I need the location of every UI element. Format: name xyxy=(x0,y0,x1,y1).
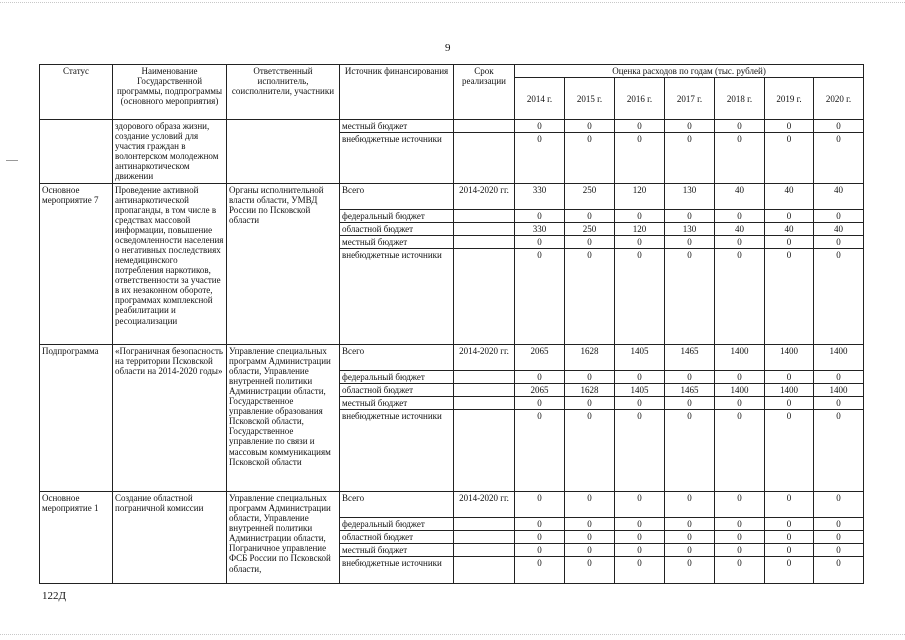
value-cell: 0 xyxy=(515,410,565,492)
value-cell: 120 xyxy=(615,222,665,235)
value-cell: 0 xyxy=(814,235,864,248)
term-cell xyxy=(454,209,515,222)
value-cell: 0 xyxy=(615,235,665,248)
value-cell: 1405 xyxy=(615,344,665,370)
value-cell: 0 xyxy=(565,557,615,584)
value-cell: 0 xyxy=(715,120,765,133)
value-cell: 2065 xyxy=(515,383,565,396)
value-cell: 0 xyxy=(715,235,765,248)
term-cell xyxy=(454,248,515,344)
value-cell: 0 xyxy=(565,492,615,518)
term-cell xyxy=(454,410,515,492)
value-cell: 0 xyxy=(515,557,565,584)
term-cell: 2014-2020 гг. xyxy=(454,492,515,518)
source-cell: Всего xyxy=(340,344,454,370)
header-year: 2014 г. xyxy=(515,78,565,120)
value-cell: 0 xyxy=(615,120,665,133)
budget-table xyxy=(39,64,864,584)
scan-edge-bottom xyxy=(0,634,905,635)
value-cell: 0 xyxy=(715,518,765,531)
source-cell: Всего xyxy=(340,183,454,209)
value-cell: 0 xyxy=(515,209,565,222)
footer-code: 122Д xyxy=(42,590,67,602)
value-cell: 0 xyxy=(615,518,665,531)
term-cell xyxy=(454,557,515,584)
value-cell: 0 xyxy=(715,133,765,183)
header-estimate: Оценка расходов по годам (тыс. рублей) xyxy=(515,65,864,78)
source-cell: областной бюджет xyxy=(340,383,454,396)
value-cell: 0 xyxy=(715,410,765,492)
term-cell xyxy=(454,518,515,531)
source-cell: местный бюджет xyxy=(340,544,454,557)
status-cell: Подпрограмма xyxy=(40,344,113,491)
value-cell: 0 xyxy=(765,120,814,133)
value-cell: 130 xyxy=(665,222,715,235)
value-cell: 2065 xyxy=(515,344,565,370)
source-cell: местный бюджет xyxy=(340,396,454,409)
value-cell: 0 xyxy=(565,544,615,557)
value-cell: 0 xyxy=(765,235,814,248)
value-cell: 0 xyxy=(615,544,665,557)
value-cell: 0 xyxy=(515,518,565,531)
header-term: Срок реализации xyxy=(454,65,515,120)
value-cell: 0 xyxy=(565,396,615,409)
value-cell: 0 xyxy=(665,209,715,222)
value-cell: 1400 xyxy=(765,383,814,396)
source-cell: Всего xyxy=(340,492,454,518)
header-year: 2016 г. xyxy=(615,78,665,120)
value-cell: 0 xyxy=(765,557,814,584)
value-cell: 0 xyxy=(615,410,665,492)
value-cell: 0 xyxy=(765,531,814,544)
header-year: 2019 г. xyxy=(765,78,814,120)
value-cell: 40 xyxy=(814,222,864,235)
value-cell: 0 xyxy=(765,544,814,557)
value-cell: 0 xyxy=(615,133,665,183)
source-cell: местный бюджет xyxy=(340,235,454,248)
value-cell: 0 xyxy=(565,120,615,133)
term-cell xyxy=(454,531,515,544)
value-cell: 0 xyxy=(814,133,864,183)
value-cell: 0 xyxy=(715,492,765,518)
value-cell: 1405 xyxy=(615,383,665,396)
value-cell: 1400 xyxy=(715,344,765,370)
table-row xyxy=(40,492,864,518)
value-cell: 0 xyxy=(615,557,665,584)
source-cell: внебюджетные источники xyxy=(340,557,454,584)
scan-edge-top xyxy=(0,2,905,3)
term-cell: 2014-2020 гг. xyxy=(454,183,515,209)
value-cell: 330 xyxy=(515,222,565,235)
value-cell: 0 xyxy=(814,370,864,383)
value-cell: 0 xyxy=(814,518,864,531)
value-cell: 0 xyxy=(765,396,814,409)
margin-mark xyxy=(6,160,18,161)
value-cell: 0 xyxy=(665,518,715,531)
value-cell: 0 xyxy=(814,396,864,409)
value-cell: 0 xyxy=(814,492,864,518)
header-name: Наименование Государственной программы, подпрограммы (основного мероприятия) xyxy=(113,65,227,120)
header-row xyxy=(40,65,864,78)
value-cell: 0 xyxy=(814,557,864,584)
value-cell: 0 xyxy=(814,248,864,344)
value-cell: 40 xyxy=(765,183,814,209)
term-cell xyxy=(454,133,515,183)
value-cell: 0 xyxy=(515,396,565,409)
value-cell: 0 xyxy=(565,235,615,248)
value-cell: 0 xyxy=(814,544,864,557)
value-cell: 0 xyxy=(715,396,765,409)
value-cell: 0 xyxy=(565,410,615,492)
value-cell: 0 xyxy=(665,492,715,518)
header-source: Источник финансирования xyxy=(340,65,454,120)
term-cell xyxy=(454,370,515,383)
value-cell: 0 xyxy=(715,248,765,344)
value-cell: 0 xyxy=(515,120,565,133)
value-cell: 0 xyxy=(715,209,765,222)
value-cell: 0 xyxy=(765,248,814,344)
value-cell: 0 xyxy=(615,248,665,344)
header-year: 2018 г. xyxy=(715,78,765,120)
value-cell: 0 xyxy=(565,209,615,222)
value-cell: 0 xyxy=(715,557,765,584)
term-cell xyxy=(454,120,515,133)
value-cell: 0 xyxy=(615,370,665,383)
term-cell: 2014-2020 гг. xyxy=(454,344,515,370)
source-cell: областной бюджет xyxy=(340,531,454,544)
source-cell: областной бюджет xyxy=(340,222,454,235)
value-cell: 0 xyxy=(814,209,864,222)
term-cell xyxy=(454,544,515,557)
value-cell: 1465 xyxy=(665,344,715,370)
source-cell: внебюджетные источники xyxy=(340,410,454,492)
value-cell: 0 xyxy=(665,235,715,248)
name-cell: Проведение активной антинаркотической пропаганды, в том числе в средствах массовой информации, повышение осведомленности населения о негативных последствиях немедицинского потребления наркотиков, ответственности за участие в их незаконном обороте, программах комплексной реабилитации и ресоциализации xyxy=(113,183,227,344)
source-cell: внебюджетные источники xyxy=(340,248,454,344)
value-cell: 1628 xyxy=(565,344,615,370)
page-number: 9 xyxy=(445,42,451,54)
responsible-cell: Управление специальных программ Администрации области, Управление внутренней политики Администрации области, Пограничное управление ФСБ России по Псковской области, xyxy=(227,492,340,584)
term-cell xyxy=(454,383,515,396)
value-cell: 0 xyxy=(515,133,565,183)
name-cell: здорового образа жизни, создание условий для участия граждан в волонтерском молодежном антинаркотическом движении xyxy=(113,120,227,183)
value-cell: 0 xyxy=(515,370,565,383)
value-cell: 0 xyxy=(665,370,715,383)
value-cell: 0 xyxy=(765,492,814,518)
value-cell: 1400 xyxy=(715,383,765,396)
table-row xyxy=(40,120,864,133)
value-cell: 0 xyxy=(515,544,565,557)
responsible-cell xyxy=(227,120,340,183)
value-cell: 0 xyxy=(615,396,665,409)
value-cell: 0 xyxy=(765,518,814,531)
responsible-cell: Управление специальных программ Администрации области, Управление внутренней политики Администрации области, Государственное управление образования Псковской области, Государственное управление по связи и массовым коммуникациям Псковской области xyxy=(227,344,340,491)
value-cell: 130 xyxy=(665,183,715,209)
value-cell: 0 xyxy=(715,370,765,383)
term-cell xyxy=(454,396,515,409)
value-cell: 0 xyxy=(565,248,615,344)
status-cell: Основное мероприятие 1 xyxy=(40,492,113,584)
header-status: Статус xyxy=(40,65,113,120)
value-cell: 0 xyxy=(515,235,565,248)
value-cell: 0 xyxy=(765,209,814,222)
header-year: 2020 г. xyxy=(814,78,864,120)
term-cell xyxy=(454,235,515,248)
source-cell: федеральный бюджет xyxy=(340,518,454,531)
value-cell: 40 xyxy=(715,222,765,235)
value-cell: 0 xyxy=(615,209,665,222)
source-cell: местный бюджет xyxy=(340,120,454,133)
value-cell: 0 xyxy=(515,248,565,344)
table-row xyxy=(40,344,864,370)
term-cell xyxy=(454,222,515,235)
status-cell xyxy=(40,120,113,183)
value-cell: 0 xyxy=(565,531,615,544)
value-cell: 0 xyxy=(515,531,565,544)
value-cell: 0 xyxy=(665,133,715,183)
value-cell: 0 xyxy=(665,396,715,409)
header-year: 2017 г. xyxy=(665,78,715,120)
source-cell: федеральный бюджет xyxy=(340,370,454,383)
source-cell: федеральный бюджет xyxy=(340,209,454,222)
value-cell: 330 xyxy=(515,183,565,209)
value-cell: 0 xyxy=(765,370,814,383)
value-cell: 0 xyxy=(615,531,665,544)
value-cell: 40 xyxy=(765,222,814,235)
value-cell: 1400 xyxy=(814,383,864,396)
value-cell: 250 xyxy=(565,183,615,209)
value-cell: 0 xyxy=(665,248,715,344)
value-cell: 0 xyxy=(765,410,814,492)
responsible-cell: Органы исполнительной власти области, УМВД России по Псковской области xyxy=(227,183,340,344)
value-cell: 250 xyxy=(565,222,615,235)
status-cell: Основное мероприятие 7 xyxy=(40,183,113,344)
value-cell: 0 xyxy=(765,133,814,183)
value-cell: 0 xyxy=(665,120,715,133)
value-cell: 0 xyxy=(615,492,665,518)
value-cell: 0 xyxy=(565,370,615,383)
value-cell: 0 xyxy=(665,544,715,557)
value-cell: 1400 xyxy=(814,344,864,370)
header-responsible: Ответственный исполнитель, соисполнители, участники xyxy=(227,65,340,120)
value-cell: 0 xyxy=(665,557,715,584)
table-row xyxy=(40,183,864,209)
value-cell: 0 xyxy=(565,133,615,183)
value-cell: 0 xyxy=(565,518,615,531)
value-cell: 0 xyxy=(665,410,715,492)
name-cell: Создание областной пограничной комиссии xyxy=(113,492,227,584)
source-cell: внебюджетные источники xyxy=(340,133,454,183)
value-cell: 1465 xyxy=(665,383,715,396)
value-cell: 0 xyxy=(814,531,864,544)
value-cell: 40 xyxy=(814,183,864,209)
value-cell: 0 xyxy=(665,531,715,544)
value-cell: 1628 xyxy=(565,383,615,396)
value-cell: 40 xyxy=(715,183,765,209)
value-cell: 0 xyxy=(814,120,864,133)
header-year: 2015 г. xyxy=(565,78,615,120)
value-cell: 0 xyxy=(715,544,765,557)
value-cell: 0 xyxy=(515,492,565,518)
name-cell: «Пограничная безопасность на территории Псковской области на 2014-2020 годы» xyxy=(113,344,227,491)
value-cell: 1400 xyxy=(765,344,814,370)
value-cell: 0 xyxy=(715,531,765,544)
value-cell: 120 xyxy=(615,183,665,209)
value-cell: 0 xyxy=(814,410,864,492)
